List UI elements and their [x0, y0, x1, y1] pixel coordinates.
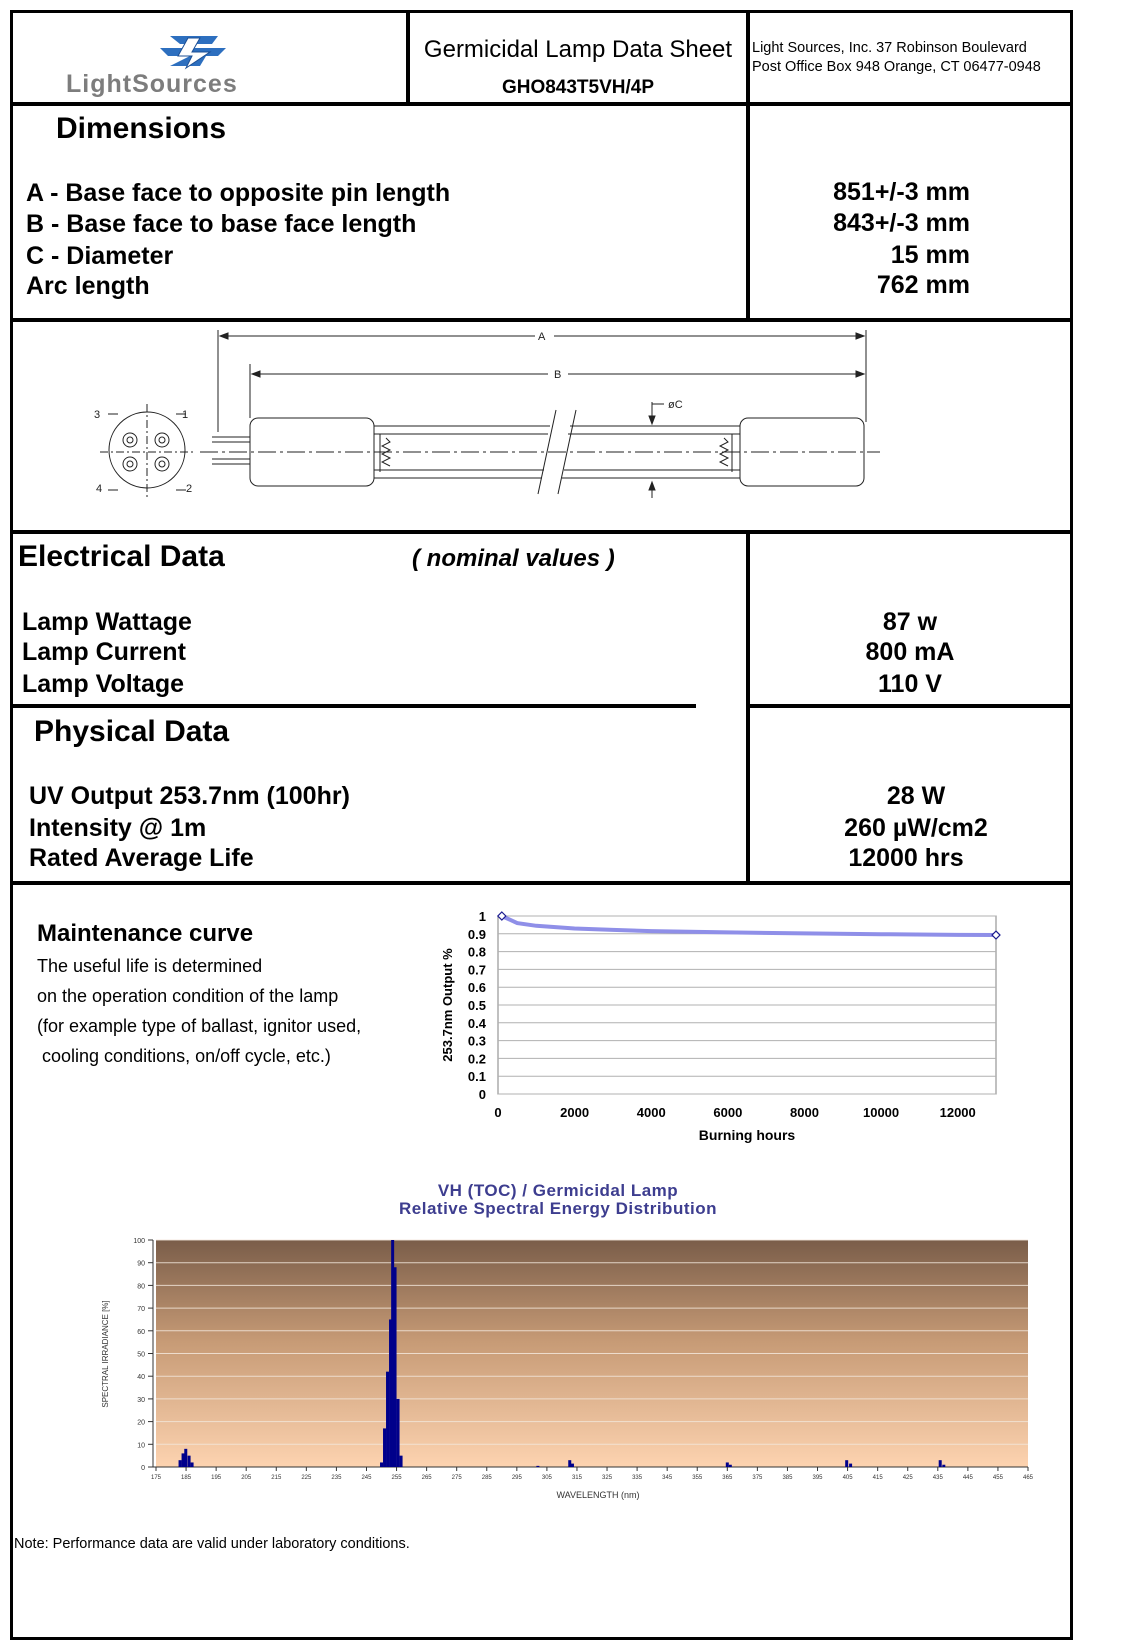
drawing-label-a: A: [538, 331, 546, 343]
spectral-y-tick-label: 100: [133, 1238, 145, 1245]
dimension-label-a: A - Base face to opposite pin length: [26, 179, 451, 207]
spectral-ylabel: SPECTRAL IRRADIANCE [%]: [101, 1300, 110, 1408]
spectral-bar: [571, 1464, 574, 1467]
footer-note: Note: Performance data are valid under laboratory conditions.: [14, 1536, 410, 1552]
spectral-x-tick-label: 275: [451, 1475, 462, 1481]
spectral-bar: [394, 1267, 397, 1467]
maintenance-text-line-3: (for example type of ballast, ignitor used,: [37, 1016, 362, 1036]
maintenance-xlabel: Burning hours: [698, 1127, 796, 1143]
spectral-x-tick-label: 325: [602, 1475, 613, 1481]
maintenance-y-tick-label: 0.8: [467, 944, 486, 960]
maintenance-title: Maintenance curve: [37, 920, 254, 947]
maintenance-y-tick-label: 0.4: [467, 1015, 486, 1031]
electrical-label-wattage: Lamp Wattage: [22, 608, 192, 636]
electrical-value-current: 800 mA: [865, 638, 955, 666]
electrical-left-bottom-rule: [10, 704, 696, 708]
spectral-y-tick-label: 60: [137, 1328, 145, 1336]
spectral-x-tick-label: 175: [150, 1475, 162, 1481]
physical-title: Physical Data: [34, 715, 230, 748]
spectral-bar: [179, 1460, 182, 1467]
spectral-x-tick-label: 255: [391, 1475, 402, 1481]
dimension-label-b: B - Base face to base face length: [26, 210, 417, 238]
maintenance-text-line-2: on the operation condition of the lamp: [37, 986, 339, 1006]
spectral-x-tick-label: 415: [872, 1475, 883, 1481]
model-number: GHO843T5VH/4P: [501, 77, 655, 98]
spectral-x-tick-label: 205: [241, 1475, 252, 1481]
pin-label-4: 4: [96, 483, 103, 495]
address-line-2: Post Office Box 948 Orange, CT 06477-0948: [752, 59, 1041, 75]
header-bottom-rule: [10, 102, 1073, 106]
spectral-y-tick-label: 30: [137, 1396, 145, 1404]
maintenance-x-tick-label: 10000: [862, 1105, 900, 1120]
electrical-label-voltage: Lamp Voltage: [22, 670, 185, 698]
maintenance-y-tick-label: 0.7: [467, 962, 486, 978]
electrical-divider: [746, 532, 750, 884]
pin-label-1: 1: [182, 409, 189, 421]
spectral-bar: [397, 1399, 400, 1467]
maintenance-y-tick-label: 0.2: [467, 1051, 486, 1067]
address-line-1: Light Sources, Inc. 37 Robinson Boulevard: [752, 40, 1027, 56]
electrical-title: Electrical Data: [18, 540, 225, 573]
spectral-x-tick-label: 355: [692, 1475, 703, 1481]
maintenance-x-tick-label: 0: [494, 1105, 502, 1120]
spectral-y-tick-label: 10: [137, 1442, 145, 1450]
maintenance-x-tick-label: 2000: [560, 1105, 590, 1120]
drawing-label-c: øC: [668, 399, 683, 411]
spectral-x-tick-label: 245: [361, 1475, 372, 1481]
spectral-y-tick-label: 50: [137, 1351, 145, 1359]
maintenance-x-tick-label: 6000: [713, 1105, 743, 1120]
spectral-bar: [386, 1372, 389, 1467]
dimension-value-arc: 762 mm: [876, 271, 970, 299]
spectral-y-tick-label: 40: [137, 1374, 145, 1382]
spectral-bar: [845, 1460, 848, 1467]
logo-text: LightSources: [66, 70, 238, 98]
electrical-value-voltage: 110 V: [878, 670, 942, 698]
electrical-note: ( nominal values ): [412, 545, 615, 572]
maintenance-y-tick-label: 0.3: [467, 1033, 486, 1049]
maintenance-y-tick-label: 0.9: [467, 926, 486, 942]
spectral-bar: [536, 1466, 539, 1467]
physical-value-uv-output: 28 W: [886, 782, 946, 810]
spectral-chart-subtitle: Relative Spectral Energy Distribution: [399, 1199, 717, 1218]
physical-value-life: 12000 hrs: [848, 844, 964, 872]
maintenance-x-tick-label: 4000: [636, 1105, 666, 1120]
spectral-x-tick-label: 465: [1022, 1475, 1034, 1481]
spectral-x-tick-label: 215: [271, 1475, 282, 1481]
spectral-bar: [942, 1465, 945, 1467]
spectral-x-tick-label: 235: [331, 1475, 342, 1481]
physical-value-intensity: 260 µW/cm2: [844, 814, 988, 842]
spectral-x-tick-label: 345: [662, 1475, 673, 1481]
maintenance-text-line-1: The useful life is determined: [37, 956, 263, 976]
maintenance-y-tick-label: 0.1: [467, 1069, 486, 1085]
spectral-chart-title: VH (TOC) / Germicidal Lamp: [437, 1181, 679, 1200]
header-divider-2: [746, 10, 750, 104]
drawing-bottom-rule: [10, 530, 1073, 534]
maintenance-y-tick-label: 0.5: [467, 998, 486, 1013]
maintenance-y-tick-label: 0: [478, 1087, 486, 1102]
dimension-value-c: 15 mm: [890, 241, 970, 269]
spectral-bar: [191, 1462, 194, 1467]
spectral-x-tick-label: 225: [301, 1475, 312, 1481]
spectral-y-tick-label: 20: [137, 1419, 145, 1427]
maintenance-x-tick-label: 8000: [790, 1105, 819, 1120]
spectral-bar: [726, 1462, 729, 1467]
drawing-label-b: B: [554, 369, 562, 381]
dimension-value-b: 843+/-3 mm: [833, 209, 970, 237]
spectral-y-tick-label: 90: [137, 1260, 145, 1268]
spectral-bar: [188, 1456, 191, 1467]
maintenance-ylabel: 253.7nm Output %: [440, 948, 455, 1062]
maintenance-y-tick-label: 0.6: [467, 980, 486, 996]
spectral-x-tick-label: 375: [752, 1475, 763, 1481]
spectral-x-tick-label: 285: [481, 1475, 492, 1481]
spectral-x-tick-label: 425: [902, 1475, 913, 1481]
spectral-x-tick-label: 305: [541, 1475, 552, 1481]
maintenance-x-tick-label: 12000: [939, 1105, 976, 1120]
pin-label-2: 2: [186, 483, 193, 495]
electrical-value-wattage: 87 w: [882, 608, 938, 636]
spectral-bar: [849, 1464, 852, 1467]
spectral-x-tick-label: 435: [932, 1475, 943, 1481]
spectral-x-tick-label: 265: [421, 1475, 432, 1481]
dimensions-title: Dimensions: [56, 112, 227, 145]
spectral-bar: [182, 1453, 185, 1467]
spectral-x-tick-label: 365: [722, 1475, 733, 1481]
spectral-x-tick-label: 455: [992, 1475, 1003, 1481]
spectral-chart: [90, 1228, 1050, 1508]
spectral-xlabel: WAVELENGTH (nm): [556, 1490, 640, 1500]
dimension-label-c: C - Diameter: [26, 242, 174, 270]
electrical-right-bottom-rule: [746, 704, 1073, 708]
doc-title: Germicidal Lamp Data Sheet: [423, 36, 733, 63]
spectral-x-tick-label: 445: [962, 1475, 973, 1481]
physical-label-uv-output: UV Output 253.7nm (100hr): [29, 782, 350, 810]
spectral-bar: [380, 1462, 383, 1467]
spectral-x-tick-label: 335: [632, 1475, 643, 1481]
spectral-x-tick-label: 185: [181, 1475, 192, 1481]
spectral-x-tick-label: 395: [812, 1475, 823, 1481]
dimensions-divider: [746, 102, 750, 320]
spectral-bar: [939, 1460, 942, 1467]
spectral-y-tick-label: 0: [141, 1465, 145, 1472]
spectral-y-tick-label: 80: [137, 1283, 145, 1291]
spectral-y-tick-label: 70: [137, 1306, 145, 1314]
maintenance-y-tick-label: 1: [478, 909, 486, 924]
pin-label-3: 3: [94, 409, 101, 421]
electrical-label-current: Lamp Current: [22, 638, 186, 666]
spectral-x-tick-label: 405: [842, 1475, 853, 1481]
physical-label-life: Rated Average Life: [29, 844, 254, 872]
spectral-bar: [383, 1428, 386, 1467]
spectral-bar: [568, 1460, 571, 1467]
spectral-x-tick-label: 385: [782, 1475, 793, 1481]
spectral-x-tick-label: 195: [211, 1475, 222, 1481]
physical-label-intensity: Intensity @ 1m: [29, 814, 207, 842]
physical-bottom-rule: [10, 881, 1073, 885]
spectral-bar: [729, 1465, 732, 1467]
lamp-technical-drawing: [60, 322, 960, 527]
maintenance-text-line-4: cooling conditions, on/off cycle, etc.): [37, 1046, 331, 1066]
spectral-x-tick-label: 315: [571, 1475, 582, 1481]
dimension-label-arc: Arc length: [26, 272, 150, 300]
maintenance-chart: [430, 900, 1050, 1150]
dimension-value-a: 851+/-3 mm: [833, 178, 970, 206]
spectral-bar: [400, 1456, 403, 1467]
spectral-x-tick-label: 295: [511, 1475, 522, 1481]
spectral-bar: [184, 1449, 187, 1467]
